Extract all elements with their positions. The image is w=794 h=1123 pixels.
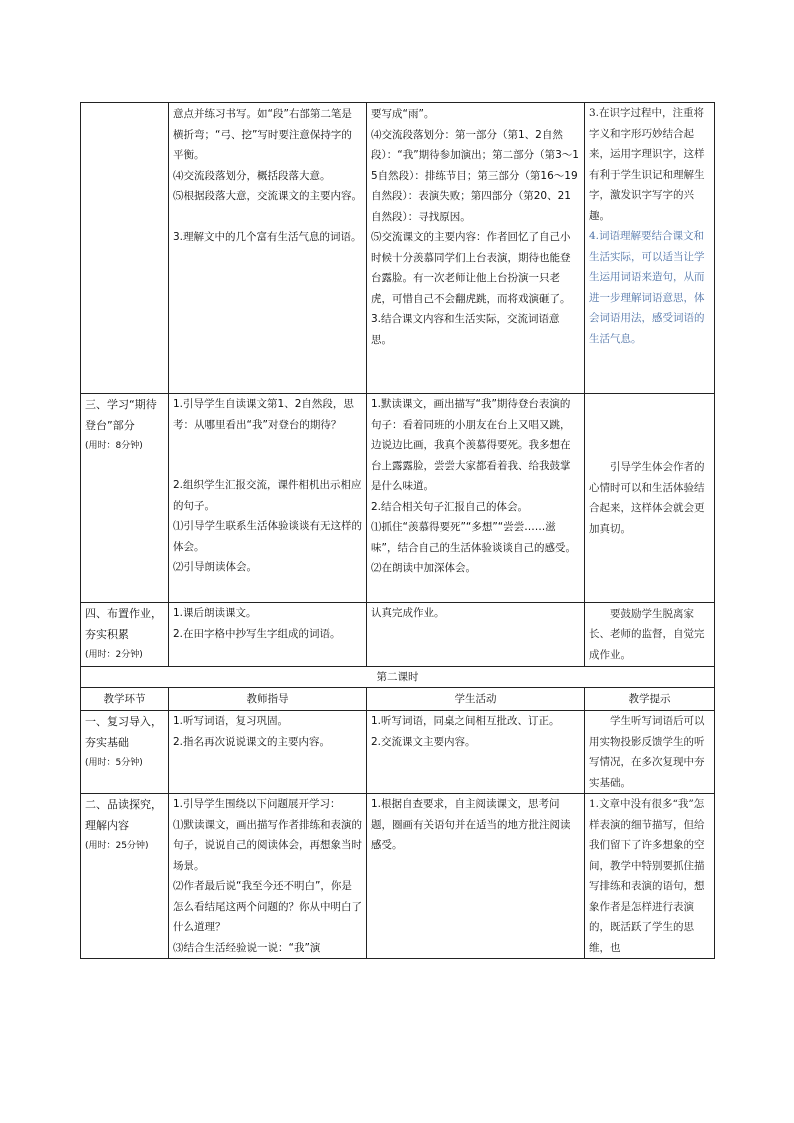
stage-cell: 四、布置作业，夯实积累 (用时：2分钟) [81,603,169,667]
section-title-row [81,667,715,688]
teaching-hint-cell: 引导学生体会作者的心情时可以和生活体验结合起来，这样体会就会更加真切。 [585,394,715,603]
header-hint: 教学提示 [585,688,715,711]
stage-cell-empty [81,103,169,394]
teacher-guidance-cell: 1.引导学生自读课文第1、2自然段，思考：从哪里看出“我”对登台的期待？ 2.组织学生汇报交流，课件相机出示相应的句子。 ⑴引导学生联系生活体验谈谈有无这样的体会。 ⑵引导朗读体会。 [169,394,367,603]
table-row [81,103,715,394]
student-activity-cell: 要写成“雨”。 ⑷交流段落划分：第一部分（第1、2自然段）：“我”期待参加演出；第二部分（第3～15自然段）：排练节目；第三部分（第16～19自然段）：表演失败；第四部分（第20、21自然段）：寻找原因。 ⑸交流课文的主要内容：作者回忆了自己小时候十分羡慕同学们上台表演，期待也能登台露脸。有一次老师让他上台扮演一只老虎，可惜自己不会翻虎跳，而将戏演砸了。 3.结合课文内容和生活实际，交流词语意思。 [367,103,585,394]
table-row [81,603,715,667]
student-activity-cell: 认真完成作业。 [367,603,585,667]
lesson-plan-table [80,102,715,959]
teaching-hint-cell: 3.在识字过程中，注重将字义和字形巧妙结合起来，运用字理识字，这样有利于学生识记和理解生字，激发识字写字的兴趣。 4.词语理解要结合课文和生活实际，可以适当让学生运用词语来造句，从而进一步理解词语意思，体会词语用法，感受词语的生活气息。 [585,103,715,394]
teacher-guidance-cell: 1.引导学生围绕以下问题展开学习： ⑴默读课文，画出描写作者排练和表演的句子，说说自己的阅读体会，再想象当时场景。 ⑵作者最后说“我至今还不明白”，你是怎么看结尾这两个问题的？你从中明白了什么道理？ ⑶结合生活经验说一说：“我”演 [169,794,367,959]
section-title: 第二课时 [81,667,715,688]
teacher-guidance-cell: 意点并练习书写。如“段”右部第二笔是横折弯；“弓、挖”写时要注意保持字的平衡。 ⑷交流段落划分，概括段落大意。 ⑸根据段落大意，交流课文的主要内容。 3.理解文中的几个富有生活气息的词语。 [169,103,367,394]
student-activity-cell: 1.听写词语，同桌之间相互批改、订正。 2.交流课文主要内容。 [367,711,585,794]
table-row [81,394,715,603]
header-stage: 教学环节 [81,688,169,711]
teacher-guidance-cell: 1.听写词语，复习巩固。 2.指名再次说说课文的主要内容。 [169,711,367,794]
stage-cell: 三、学习“期待登台”部分 (用时：8分钟) [81,394,169,603]
table-header-row [81,688,715,711]
teacher-guidance-cell: 1.课后朗读课文。 2.在田字格中抄写生字组成的词语。 [169,603,367,667]
header-teacher: 教师指导 [169,688,367,711]
student-activity-cell: 1.根据自查要求，自主阅读课文，思考问题，圈画有关语句并在适当的地方批注阅读感受。 [367,794,585,959]
header-student: 学生活动 [367,688,585,711]
stage-cell: 二、品读探究，理解内容 (用时：25分钟) [81,794,169,959]
stage-cell: 一、复习导入，夯实基础 (用时：5分钟) [81,711,169,794]
teaching-hint-cell: 1.文章中没有很多“我”怎样表演的细节描写，但给我们留下了许多想象的空间，教学中特别要抓住描写排练和表演的语句，想象作者是怎样进行表演的，既活跃了学生的思维，也 [585,794,715,959]
table-row [81,794,715,959]
teaching-hint-cell: 学生听写词语后可以用实物投影反馈学生的听写情况，在多次复现中夯实基础。 [585,711,715,794]
teaching-hint-cell: 要鼓励学生脱离家长、老师的监督，自觉完成作业。 [585,603,715,667]
student-activity-cell: 1.默读课文，画出描写“我”期待登台表演的句子：看着同班的小朋友在台上又唱又跳，边说边比画，我真个羡慕得要死。我多想在台上露露脸，尝尝大家都看着我、给我鼓掌是什么味道。 2.结合相关句子汇报自己的体会。 ⑴抓住“羡慕得要死”“多想”“尝尝……滋味”，结合自己的生活体验谈谈自己的感受。 ⑵在朗读中加深体会。 [367,394,585,603]
table-row [81,711,715,794]
